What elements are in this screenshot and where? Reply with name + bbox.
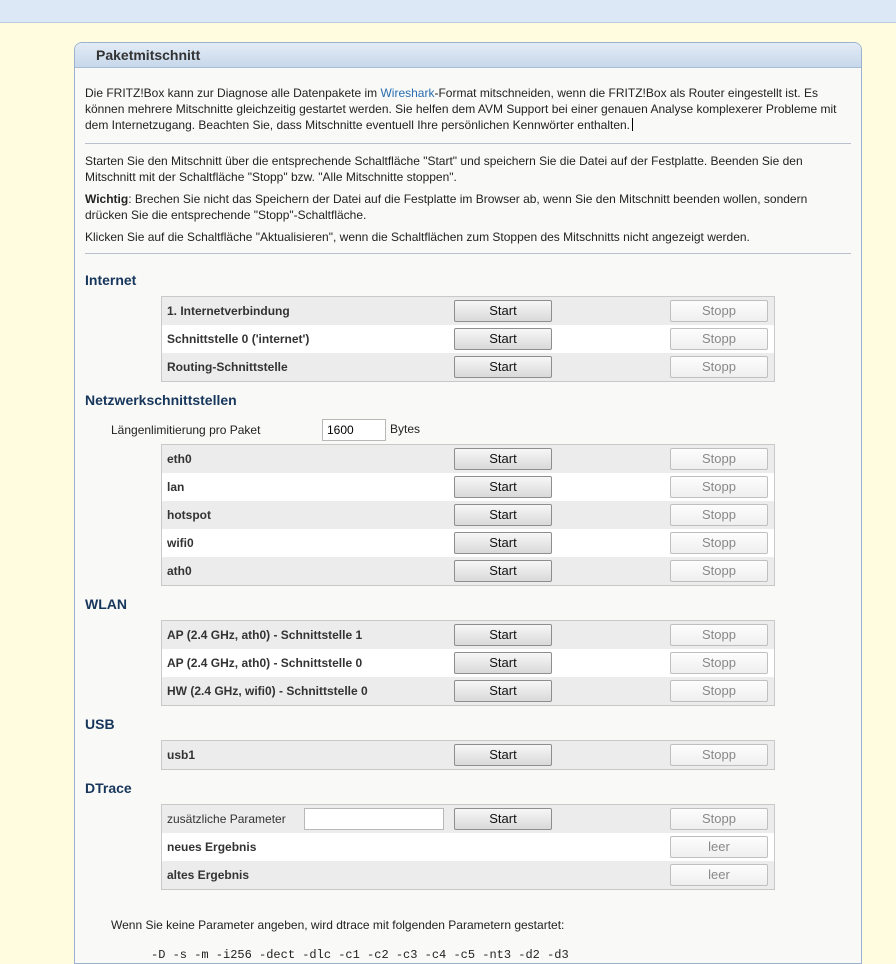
- important-label: Wichtig: [85, 192, 129, 206]
- internet-table: [161, 296, 775, 382]
- start-button[interactable]: Start: [454, 624, 552, 646]
- table-row: [162, 649, 774, 677]
- section-title-wlan: WLAN: [85, 596, 127, 612]
- row-label: usb1: [167, 748, 196, 762]
- stop-button[interactable]: Stopp: [670, 532, 768, 554]
- stop-button[interactable]: Stopp: [670, 300, 768, 322]
- start-button[interactable]: Start: [454, 300, 552, 322]
- dtrace-table: [161, 804, 775, 890]
- intro-text-before: Die FRITZ!Box kann zur Diagnose alle Datenpakete im: [85, 86, 381, 100]
- row-label: hotspot: [167, 508, 211, 522]
- empty-button[interactable]: leer: [670, 864, 768, 886]
- start-button[interactable]: Start: [454, 448, 552, 470]
- row-label: altes Ergebnis: [167, 868, 250, 882]
- dtrace-default-command: -D -s -m -i256 -dect -dlc -c1 -c2 -c3 -c4 -c5 -nt3 -d2 -d3: [151, 948, 569, 962]
- stop-button[interactable]: Stopp: [670, 504, 768, 526]
- panel-title: Paketmitschnitt: [75, 43, 861, 68]
- intro-text-after: -Format mitschneiden, wenn die FRITZ!Box als Router eingestellt ist. Es können mehrere Mitschnitte gleichzeitig gestartet werden. Sie helfen dem AVM Support bei einer genauen Analyse komplexerer Probleme mit dem Internetzugang. Beachten Sie, dass Mitschnitte eventuell Ihre persönlichen Kennwörter enthalten.: [85, 86, 837, 132]
- intro-paragraph: [85, 85, 849, 133]
- table-row: [162, 353, 774, 381]
- instructions-paragraph-1: Starten Sie den Mitschnitt über die entsprechende Schaltfläche "Start" und speichern Sie die Datei auf der Festplatte. Beenden Sie den Mitschnitt mit der Schaltfläche "Stopp" bzw. "Alle Mitschnitte stoppen".: [85, 154, 803, 184]
- table-row: [162, 677, 774, 705]
- start-button[interactable]: Start: [454, 680, 552, 702]
- section-title-network: Netzwerkschnittstellen: [85, 392, 237, 408]
- table-row: [162, 445, 774, 473]
- divider: [85, 253, 851, 254]
- text-cursor: [632, 118, 633, 131]
- network-table: [161, 444, 775, 586]
- divider: [85, 143, 851, 144]
- table-row: [162, 473, 774, 501]
- start-button[interactable]: Start: [454, 532, 552, 554]
- start-button[interactable]: Start: [454, 744, 552, 766]
- row-label: wifi0: [167, 536, 194, 550]
- stop-button[interactable]: Stopp: [670, 624, 768, 646]
- start-button[interactable]: Start: [454, 808, 552, 830]
- section-title-dtrace: DTrace: [85, 780, 132, 796]
- stop-button[interactable]: Stopp: [670, 448, 768, 470]
- stop-button[interactable]: Stopp: [670, 560, 768, 582]
- stop-button[interactable]: Stopp: [670, 356, 768, 378]
- stop-button[interactable]: Stopp: [670, 652, 768, 674]
- row-label: lan: [167, 480, 185, 494]
- section-title-internet: Internet: [85, 272, 137, 288]
- row-label: ath0: [167, 564, 192, 578]
- length-limit-input[interactable]: [322, 419, 386, 441]
- table-row: [162, 833, 774, 861]
- stop-button[interactable]: Stopp: [670, 808, 768, 830]
- table-row: [162, 805, 774, 833]
- stop-button[interactable]: Stopp: [670, 680, 768, 702]
- table-row: [162, 861, 774, 889]
- wireshark-link[interactable]: Wireshark: [380, 86, 435, 100]
- table-row: [162, 325, 774, 353]
- section-title-usb: USB: [85, 716, 115, 732]
- table-row: [162, 529, 774, 557]
- dtrace-param-input[interactable]: [304, 808, 444, 830]
- table-row: [162, 557, 774, 585]
- row-label: eth0: [167, 452, 192, 466]
- start-button[interactable]: Start: [454, 328, 552, 350]
- row-label: HW (2.4 GHz, wifi0) - Schnittstelle 0: [167, 684, 368, 698]
- start-button[interactable]: Start: [454, 560, 552, 582]
- dtrace-default-note: Wenn Sie keine Parameter angeben, wird dtrace mit folgenden Parametern gestartet:: [111, 918, 565, 932]
- table-row: [162, 501, 774, 529]
- row-label: Routing-Schnittstelle: [167, 360, 288, 374]
- row-label: Schnittstelle 0 ('internet'): [167, 332, 310, 346]
- instructions-paragraph-2: [85, 191, 849, 223]
- row-label: neues Ergebnis: [167, 840, 257, 854]
- usb-table: [161, 740, 775, 770]
- dtrace-param-label: zusätzliche Parameter: [167, 812, 286, 826]
- browser-top-bar: [0, 0, 896, 23]
- start-button[interactable]: Start: [454, 504, 552, 526]
- stop-button[interactable]: Stopp: [670, 744, 768, 766]
- row-label: AP (2.4 GHz, ath0) - Schnittstelle 0: [167, 656, 363, 670]
- empty-button[interactable]: leer: [670, 836, 768, 858]
- start-button[interactable]: Start: [454, 476, 552, 498]
- table-row: [162, 297, 774, 325]
- row-label: 1. Internetverbindung: [167, 304, 290, 318]
- length-limit-row: [111, 419, 611, 443]
- row-label: AP (2.4 GHz, ath0) - Schnittstelle 1: [167, 628, 363, 642]
- length-unit-label: Bytes: [390, 422, 421, 436]
- start-button[interactable]: Start: [454, 356, 552, 378]
- important-text: : Brechen Sie nicht das Speichern der Datei auf die Festplatte im Browser ab, wenn Sie den Mitschnitt beenden wollen, sondern drücken Sie die entsprechende "Stopp"-Schaltfläche.: [85, 192, 808, 222]
- table-row: [162, 621, 774, 649]
- stop-button[interactable]: Stopp: [670, 476, 768, 498]
- table-row: [162, 741, 774, 769]
- length-limit-label: Längenlimitierung pro Paket: [111, 423, 261, 437]
- start-button[interactable]: Start: [454, 652, 552, 674]
- stop-button[interactable]: Stopp: [670, 328, 768, 350]
- wlan-table: [161, 620, 775, 706]
- instructions-paragraph-3: Klicken Sie auf die Schaltfläche "Aktualisieren", wenn die Schaltflächen zum Stoppen des Mitschnitts nicht angezeigt werden.: [85, 230, 750, 244]
- capture-panel: [74, 42, 862, 964]
